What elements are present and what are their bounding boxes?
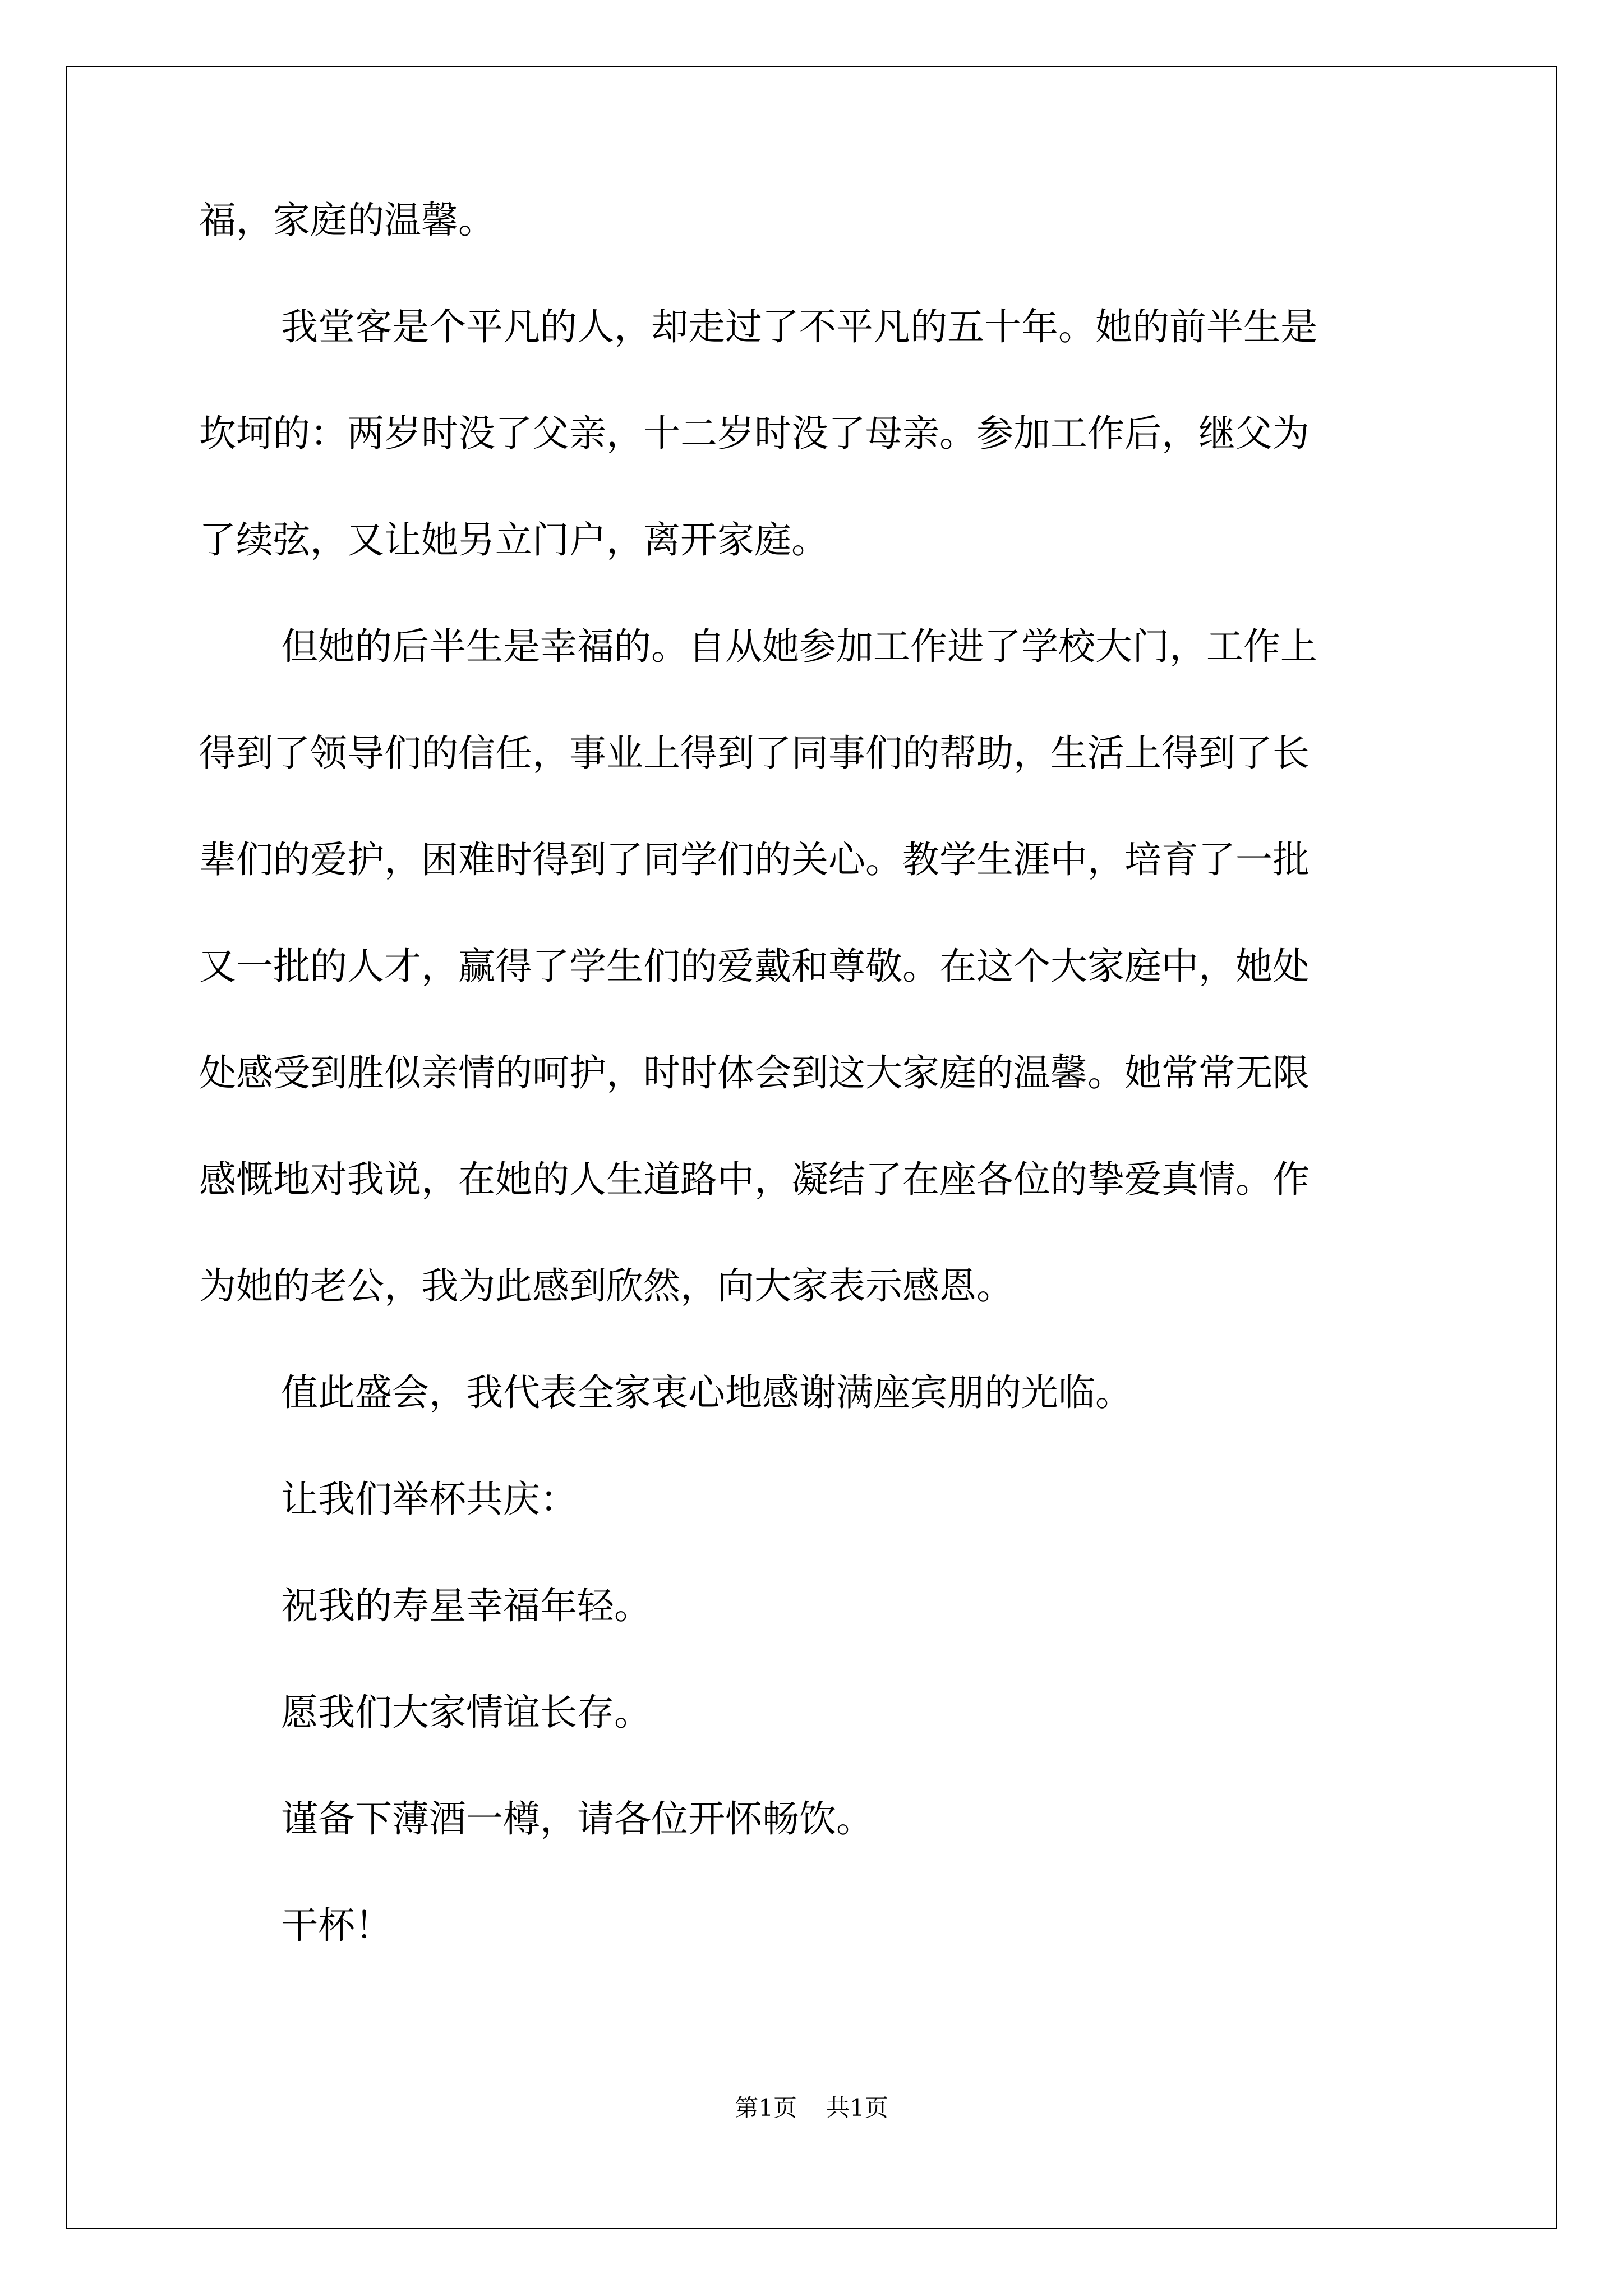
text-line: 为她的老公，我为此感到欣然，向大家表示感恩。 — [199, 1264, 1013, 1308]
paragraph-line: 让我们举杯共庆： — [281, 1478, 577, 1521]
text-line: 处感受到胜似亲情的呵护，时时体会到这大家庭的温馨。她常常无限 — [199, 1051, 1310, 1094]
text-line: 得到了领导们的信任，事业上得到了同事们的帮助，生活上得到了长 — [199, 731, 1310, 775]
paragraph-line: 愿我们大家情谊长存。 — [281, 1691, 651, 1734]
paragraph-line: 祝我的寿星幸福年轻。 — [281, 1584, 651, 1627]
text-line: 坎坷的：两岁时没了父亲，十二岁时没了母亲。参加工作后，继父为 — [199, 412, 1310, 455]
text-line: 又一批的人才，赢得了学生们的爱戴和尊敬。在这个大家庭中，她处 — [199, 945, 1310, 988]
text-line: 了续弦，又让她另立门户，离开家庭。 — [199, 518, 828, 562]
page-number: 第1页 — [735, 2094, 797, 2122]
paragraph-line: 干杯！ — [281, 1904, 392, 1947]
paragraph-line: 值此盛会，我代表全家衷心地感谢满座宾朋的光临。 — [281, 1371, 1132, 1414]
paragraph-line: 谨备下薄酒一樽，请各位开怀畅饮。 — [281, 1797, 873, 1841]
page-total: 共1页 — [826, 2094, 888, 2122]
text-line: 福，家庭的温馨。 — [199, 199, 495, 242]
text-line: 感慨地对我说，在她的人生道路中，凝结了在座各位的挚爱真情。作 — [199, 1158, 1310, 1201]
page-footer — [0, 2096, 1623, 2120]
text-line: 辈们的爱护，困难时得到了同学们的关心。教学生涯中，培育了一批 — [199, 838, 1310, 881]
paragraph-line: 但她的后半生是幸福的。自从她参加工作进了学校大门，工作上 — [281, 625, 1317, 668]
paragraph-line: 我堂客是个平凡的人，却走过了不平凡的五十年。她的前半生是 — [281, 305, 1317, 348]
